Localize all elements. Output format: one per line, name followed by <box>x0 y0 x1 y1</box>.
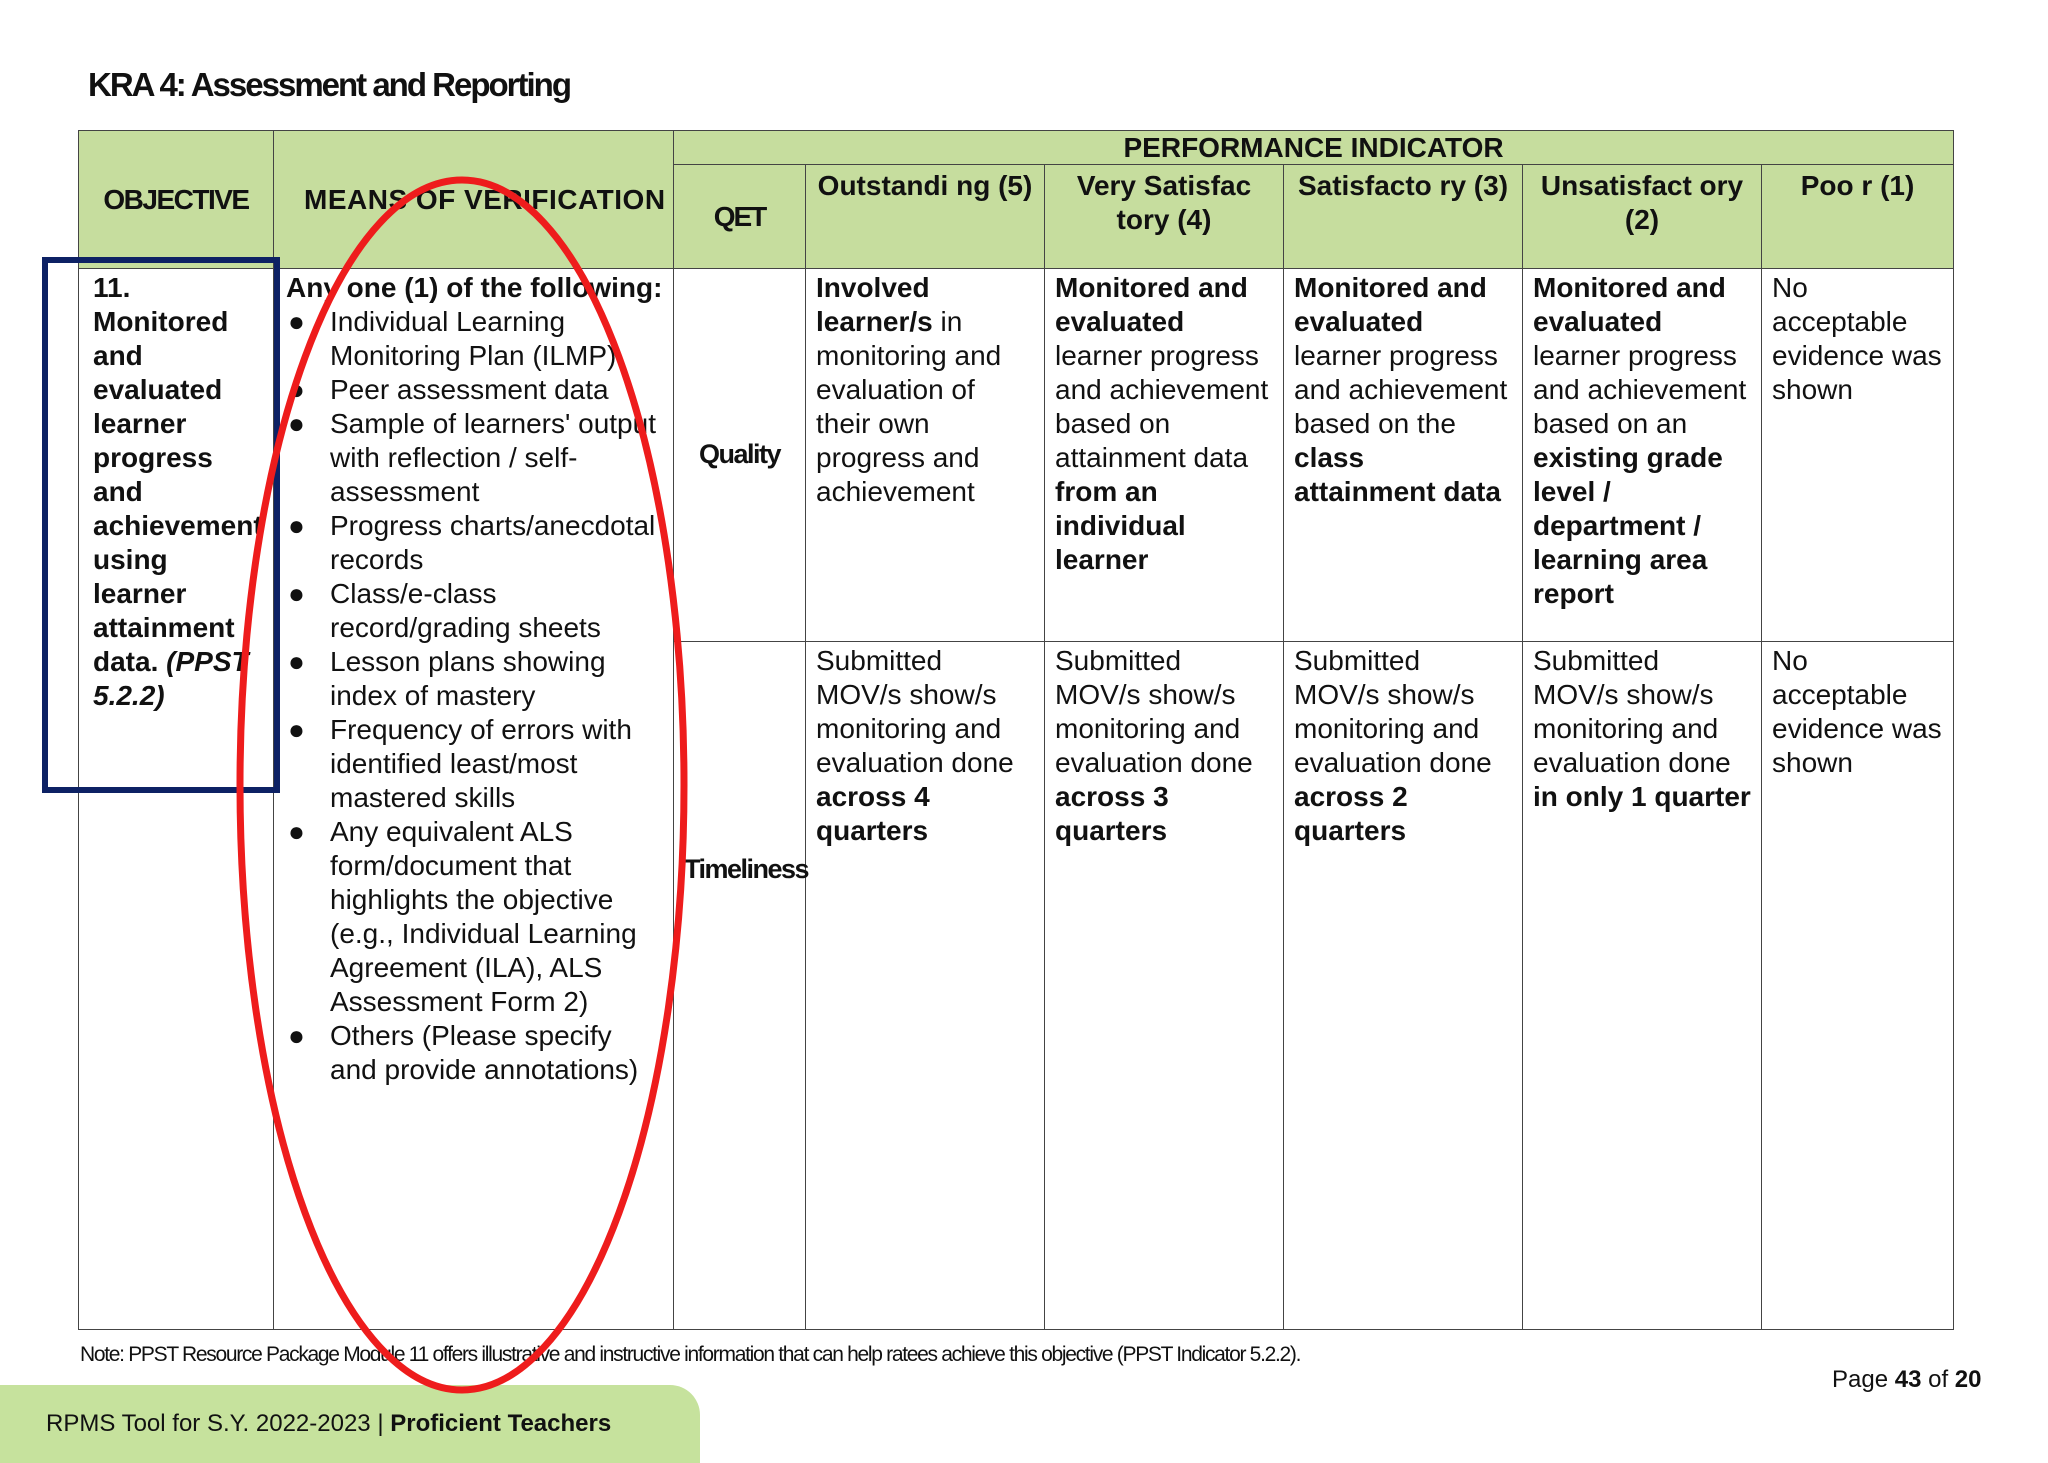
timeliness-very-satisfactory-cell: Submitted MOV/s show/s monitoring and evaluation done across 3 quarters <box>1045 642 1284 1330</box>
quality-outstanding-cell: Involved learner/s in monitoring and evaluation of their own progress and achievement <box>806 269 1045 642</box>
objective-cell <box>79 269 274 1330</box>
objective-ppst-ref: (PPST 5.2.2) <box>93 646 249 711</box>
bullet-icon: ● <box>288 1020 305 1051</box>
timeliness-poor-cell: No acceptable evidence was shown <box>1762 642 1954 1330</box>
list-item: ● Lesson plans showing index of mastery <box>288 646 606 711</box>
bullet-icon: ● <box>288 374 305 405</box>
list-item: ● Progress charts/anecdotal records <box>288 510 656 575</box>
list-item: ● Class/e-class record/grading sheets <box>288 578 601 643</box>
quality-unsatisfactory-cell: Monitored and evaluated learner progress and achievement based on an existing grade level / department / learning area report <box>1523 269 1762 642</box>
qet-timeliness-label: Timeliness <box>674 642 806 1330</box>
footer-text: RPMS Tool for S.Y. 2022-2023 | Proficient Teachers <box>46 1410 612 1437</box>
quality-poor-cell: No acceptable evidence was shown <box>1762 269 1954 642</box>
qet-quality-label: Quality <box>674 269 806 642</box>
header-qet: QET <box>674 165 806 269</box>
timeliness-satisfactory-cell: Submitted MOV/s show/s monitoring and evaluation done across 2 quarters <box>1284 642 1523 1330</box>
bullet-icon: ● <box>288 408 305 439</box>
list-item: ● Frequency of errors with identified least/most mastered skills <box>288 714 632 813</box>
header-objective: OBJECTIVE <box>79 131 274 269</box>
header-level-satisfactory: Satisfacto ry (3) <box>1284 165 1523 269</box>
objective-text: 11. Monitored and evaluated learner progress and achievement using learner attainment data. <box>93 272 263 677</box>
quality-very-satisfactory-cell: Monitored and evaluated learner progress and achievement based on attainment data from an individual learner <box>1045 269 1284 642</box>
bullet-icon: ● <box>288 578 305 609</box>
bullet-icon: ● <box>288 510 305 541</box>
page-number: Page 43 of 20 <box>1832 1366 1982 1393</box>
bullet-icon: ● <box>288 714 305 745</box>
means-of-verification-cell <box>274 269 674 1330</box>
quality-satisfactory-cell: Monitored and evaluated learner progress and achievement based on the class attainment data <box>1284 269 1523 642</box>
bullet-icon: ● <box>288 646 305 677</box>
list-item: ● Others (Please specify and provide annotations) <box>288 1020 639 1085</box>
header-level-poor: Poo r (1) <box>1762 165 1954 269</box>
list-item: ● Individual Learning Monitoring Plan (ILMP) <box>288 306 617 371</box>
mov-list <box>286 305 663 1087</box>
bullet-icon: ● <box>288 306 305 337</box>
list-item: ● Peer assessment data <box>288 374 609 405</box>
timeliness-unsatisfactory-cell: Submitted MOV/s show/s monitoring and evaluation done in only 1 quarter <box>1523 642 1762 1330</box>
timeliness-outstanding-cell: Submitted MOV/s show/s monitoring and evaluation done across 4 quarters <box>806 642 1045 1330</box>
kra-table <box>78 130 1954 1330</box>
list-item: ● Sample of learners' output with reflection / self- assessment <box>288 408 656 507</box>
header-level-outstanding: Outstandi ng (5) <box>806 165 1045 269</box>
header-level-very-satisfactory: Very Satisfac tory (4) <box>1045 165 1284 269</box>
footnote: Note: PPST Resource Package Module 11 offers illustrative and instructive information that can help ratees achieve this objective (PPST Indicator 5.2.2). <box>80 1343 1301 1366</box>
bullet-icon: ● <box>288 816 305 847</box>
list-item: ● Any equivalent ALS form/document that highlights the objective (e.g., Individual Learning Agreement (ILA), ALS Assessment Form 2) <box>288 816 637 1017</box>
header-means-of-verification: MEANS OF VERIFICATION <box>274 131 674 269</box>
header-performance-indicator: PERFORMANCE INDICATOR <box>674 131 1954 165</box>
header-level-unsatisfactory: Unsatisfact ory (2) <box>1523 165 1762 269</box>
page-title: KRA 4: Assessment and Reporting <box>88 66 570 103</box>
mov-intro: Any one (1) of the following: <box>286 272 663 303</box>
